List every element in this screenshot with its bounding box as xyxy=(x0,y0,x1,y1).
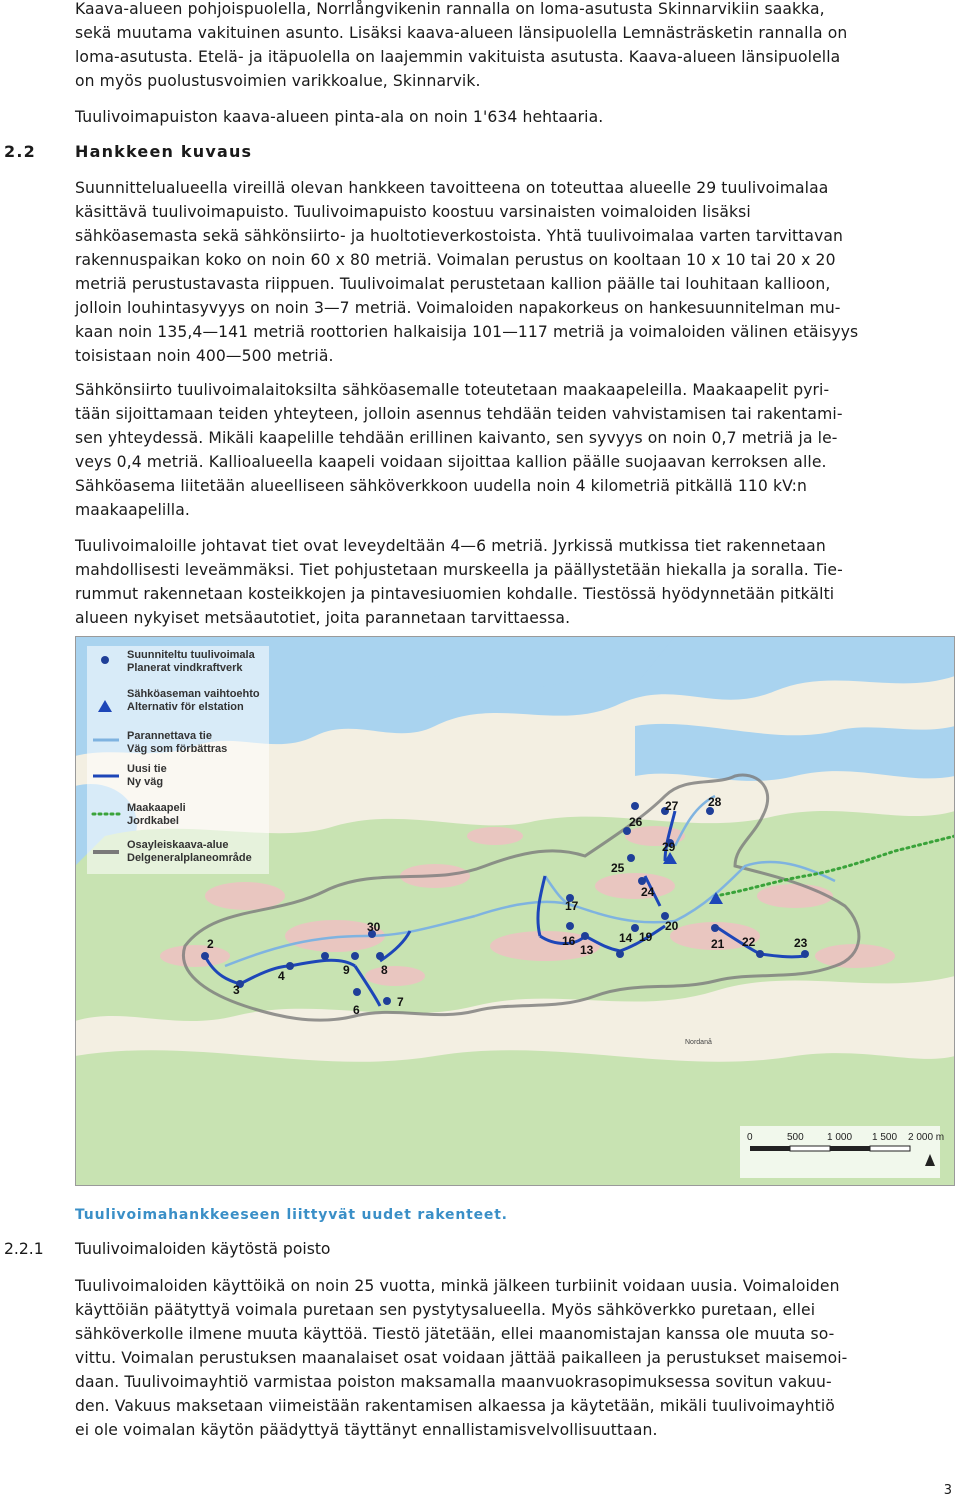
legend-label: Maakaapeli xyxy=(127,802,186,814)
section-title: Hankkeen kuvaus xyxy=(75,142,253,161)
turbine-label: 4 xyxy=(278,969,285,983)
intro-paragraph xyxy=(75,0,955,93)
roads-paragraph xyxy=(75,534,955,630)
figure-caption: Tuulivoimahankkeeseen liittyvät uudet rakenteet. xyxy=(75,1207,508,1223)
text-line: Sähköasema liitetään alueelliseen sähköverkkoon uudella noin 4 kilometriä pitkällä 110 kV:n xyxy=(75,477,807,495)
legend-label: Alternativ för elstation xyxy=(127,701,244,713)
turbine-dot-icon xyxy=(801,950,809,958)
text-line: on myös puolustusvoimien varikkoalue, Skinnarvik. xyxy=(75,72,481,90)
text-line: rummut rakennetaan kosteikkojen ja pintavesiuomien kohdalle. Tiestössä hyödynnetään pitkälti xyxy=(75,585,835,603)
legend-label: Väg som förbättras xyxy=(127,743,228,755)
text-line: daan. Tuulivoimayhtiö varmistaa poiston maksamalla maanvuokrasopimuksessa sovitun vakuu- xyxy=(75,1373,832,1391)
text-line: den. Vakuus maksetaan viimeistään rakentamisen alkaessa ja käytetään, mikäli tuulivoimayhtiö xyxy=(75,1397,835,1415)
text-line: rakennuspaikan koko on noin 60 x 80 metriä. Voimalan perustus on kooltaan 10 x 10 tai 20 x 20 xyxy=(75,251,836,269)
turbine-dot-icon xyxy=(383,997,391,1005)
text-line: ei ole voimalan käytön päädyttyä täyttänyt ennallistamisvelvollisuuttaan. xyxy=(75,1421,658,1439)
description-paragraph xyxy=(75,176,955,368)
turbine-label: 28 xyxy=(708,795,722,809)
transmission-paragraph xyxy=(75,378,955,522)
text-line: loma-asutusta. Etelä- ja itäpuolella on laajemmin vakituista asutusta. Kaava-alueen länsipuolella xyxy=(75,48,841,66)
turbine-label: 8 xyxy=(381,963,388,977)
text-line: sen yhteydessä. Mikäli kaapelille tehdään erillinen kaivanto, sen syvyys on noin 0,7 metriä ja le- xyxy=(75,429,838,447)
text-line: käsittävä tuulivoimapuisto. Tuulivoimapuisto koostuu varsinaisten voimaloiden lisäksi xyxy=(75,203,751,221)
map-legend xyxy=(87,646,269,874)
legend-label: Uusi tie xyxy=(127,763,167,775)
legend-label: Sähköaseman vaihtoehto xyxy=(127,688,260,700)
scale-bar xyxy=(740,1126,944,1178)
turbine-label: 21 xyxy=(711,937,725,951)
turbine-dot-icon xyxy=(627,854,635,862)
turbine-label: 9 xyxy=(343,963,350,977)
text-line: sähköverkolle ilmene muuta käyttöä. Tiestö jätetään, ellei maanomistajan kanssa ole muuta so- xyxy=(75,1325,835,1343)
text-line: Kaava-alueen pohjoispuolella, Norrlångvikenin rannalla on loma-asutusta Skinnarvikiin saakka, xyxy=(75,0,825,18)
turbine-label: 24 xyxy=(641,885,655,899)
turbine-label: 22 xyxy=(742,935,756,949)
text-line: sähköasemasta sekä sähkönsiirto- ja huoltotieverkostoista. Yhtä tuulivoimalaa varten tarvittavan xyxy=(75,227,844,245)
area-paragraph: Tuulivoimapuiston kaava-alueen pinta-ala on noin 1'634 hehtaaria. xyxy=(75,108,604,126)
turbine-label: 30 xyxy=(367,920,381,934)
turbine-dot-icon xyxy=(201,952,209,960)
text-line: metriä perustustavasta riippuen. Tuulivoimalat perustetaan kallion päälle tai louhitaan kallioon, xyxy=(75,275,831,293)
text-line: mahdollisesti leveämmäksi. Tiet pohjustetaan murskeella ja päällystetään hiekalla ja soralla. Tie- xyxy=(75,561,843,579)
text-line: Sähkönsiirto tuulivoimalaitoksilta sähköasemalle toteutetaan maakaapeleilla. Maakaapelit pyri- xyxy=(75,381,830,399)
text-line: alueen nykyiset metsäautotiet, joita parannetaan tarvittaessa. xyxy=(75,609,571,627)
turbine-dot-icon xyxy=(321,952,329,960)
scale-tick-label: 1 500 xyxy=(872,1132,898,1143)
turbine-label: 14 xyxy=(619,931,633,945)
scale-tick-label: 500 xyxy=(787,1132,804,1143)
turbine-dot-icon xyxy=(566,922,574,930)
scale-tick-label: 2 000 m xyxy=(908,1132,945,1143)
section-number: 2.2 xyxy=(4,142,36,161)
turbine-label: 23 xyxy=(794,936,808,950)
turbine-label: 27 xyxy=(665,799,679,813)
turbine-dot-icon xyxy=(638,877,646,885)
turbine-dot-icon xyxy=(351,952,359,960)
turbine-label: 6 xyxy=(353,1003,360,1017)
text-line: sekä muutama vakituinen asunto. Lisäksi kaava-alueen länsipuolella Lemnästräsketin rannalla on xyxy=(75,24,848,42)
text-line: veys 0,4 metriä. Kallioalueella kaapeli voidaan sijoittaa kallion päälle suojaavan kerroksen alle. xyxy=(75,453,827,471)
turbine-label: 20 xyxy=(665,919,679,933)
turbine-label: 16 xyxy=(562,934,576,948)
text-line: jolloin louhintasyvyys on noin 3—7 metriä. Voimaloiden napakorkeus on hankesuunnitelman mu- xyxy=(75,299,841,317)
turbine-dot-icon xyxy=(353,988,361,996)
text-line: käyttöiän päätyttyä voimala puretaan sen pystytysalueella. Myös sähköverkko puretaan, ellei xyxy=(75,1301,816,1319)
scale-tick-label: 0 xyxy=(747,1132,753,1143)
legend-label: Ny väg xyxy=(127,776,164,788)
place-label: Nordanå xyxy=(685,1039,712,1046)
turbine-dot-icon xyxy=(756,950,764,958)
legend-label: Parannettava tie xyxy=(127,730,212,742)
turbine-dot-icon xyxy=(631,802,639,810)
turbine-label: 26 xyxy=(629,815,643,829)
turbine-label: 25 xyxy=(611,861,625,875)
legend-label: Suunniteltu tuulivoimala xyxy=(127,649,255,661)
subsection-title: Tuulivoimaloiden käytöstä poisto xyxy=(75,1240,331,1258)
turbine-label: 7 xyxy=(397,995,404,1009)
text-line: maakaapelilla. xyxy=(75,501,190,519)
turbine-dot-icon xyxy=(581,932,589,940)
turbine-label: 19 xyxy=(639,930,653,944)
turbine-dot-icon xyxy=(616,950,624,958)
wind-farm-map xyxy=(75,636,955,1186)
decommissioning-paragraph xyxy=(75,1274,955,1442)
turbine-label: 13 xyxy=(580,943,594,957)
subsection-number: 2.2.1 xyxy=(4,1240,44,1258)
turbine-label: 17 xyxy=(565,899,579,913)
turbine-dot-icon xyxy=(711,924,719,932)
page-number: 3 xyxy=(943,1483,952,1498)
text-line: vittu. Voimalan perustuksen maanalaiset osat voidaan jättää paikalleen ja perustukset maisemoi- xyxy=(75,1349,848,1367)
scale-tick-label: 1 000 xyxy=(827,1132,853,1143)
text-line: toisistaan noin 400—500 metriä. xyxy=(75,347,334,365)
legend-label: Delgeneralplaneområde xyxy=(127,852,252,864)
legend-label: Osayleiskaava-alue xyxy=(127,839,229,851)
text-line: kaan noin 135,4—141 metriä roottorien halkaisija 101—117 metriä ja voimaloiden välinen etäisyys xyxy=(75,323,859,341)
text-line: Tuulivoimaloiden käyttöikä on noin 25 vuotta, minkä jälkeen turbiinit voidaan uusia. Voimaloiden xyxy=(75,1277,840,1295)
turbine-dot-icon xyxy=(376,952,384,960)
turbine-dot-icon xyxy=(286,962,294,970)
text-line: Tuulivoimaloille johtavat tiet ovat leveydeltään 4—6 metriä. Jyrkissä mutkissa tiet rakennetaan xyxy=(75,537,826,555)
turbine-label: 29 xyxy=(662,840,676,854)
text-line: Suunnittelualueella vireillä olevan hankkeen tavoitteena on toteuttaa alueelle 29 tuulivoimalaa xyxy=(75,179,829,197)
legend-label: Planerat vindkraftverk xyxy=(127,662,243,674)
text-line: tään sijoittamaan teiden yhteyteen, jolloin asennus tehdään teiden vahvistamisen tai rakentami- xyxy=(75,405,843,423)
turbine-dot-icon xyxy=(101,656,109,664)
turbine-label: 2 xyxy=(207,937,214,951)
turbine-label: 3 xyxy=(233,983,240,997)
legend-label: Jordkabel xyxy=(127,815,179,827)
